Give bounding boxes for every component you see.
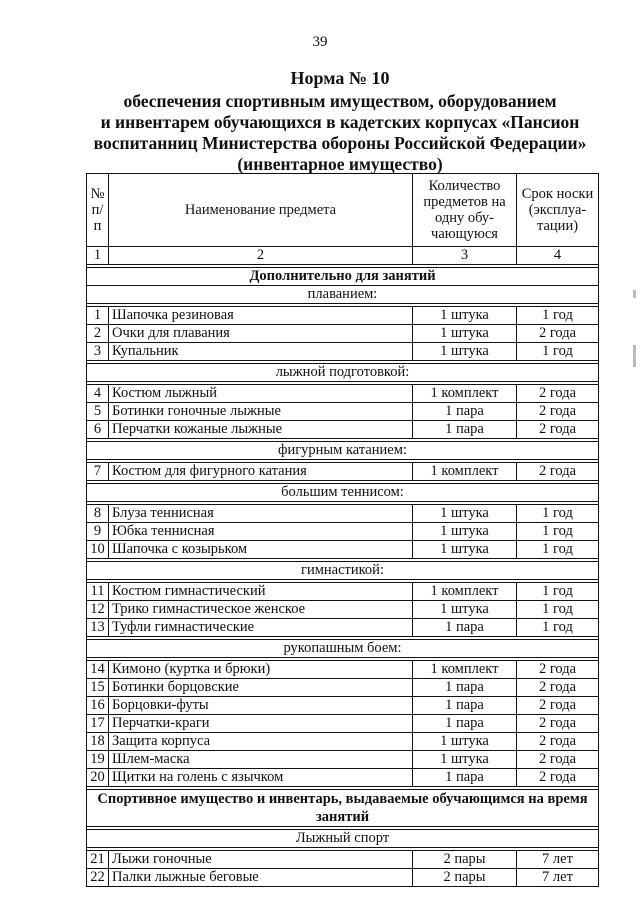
item-name: Перчатки кожаные лыжные [109,421,413,439]
item-quantity: 1 штука [413,733,517,751]
column-numbers-row [87,247,599,265]
item-term: 2 года [517,421,599,439]
table-body [87,247,599,887]
row-number: 14 [87,661,109,679]
header-name: Наименование предмета [109,174,413,247]
table-row [87,505,599,523]
table-row [87,851,599,869]
item-quantity: 1 штука [413,541,517,559]
table-row [87,385,599,403]
row-number: 15 [87,679,109,697]
item-term: 2 года [517,325,599,343]
section-heading [87,268,599,286]
table-row [87,697,599,715]
row-number: 10 [87,541,109,559]
group-heading-cell: плаванием: [87,286,599,304]
item-name: Костюм гимнастический [109,583,413,601]
table-row [87,583,599,601]
row-number: 5 [87,403,109,421]
row-number: 9 [87,523,109,541]
item-quantity: 1 пара [413,679,517,697]
item-term: 1 год [517,583,599,601]
item-quantity: 2 пары [413,851,517,869]
item-quantity: 1 пара [413,619,517,637]
item-term: 7 лет [517,869,599,887]
item-quantity: 2 пары [413,869,517,887]
column-number: 3 [413,247,517,265]
item-name: Щитки на голень с язычком [109,769,413,787]
item-quantity: 1 комплект [413,661,517,679]
row-number: 22 [87,869,109,887]
table-row [87,715,599,733]
column-number: 1 [87,247,109,265]
item-name: Туфли гимнастические [109,619,413,637]
item-term: 1 год [517,601,599,619]
item-name: Блуза теннисная [109,505,413,523]
item-quantity: 1 комплект [413,385,517,403]
item-quantity: 1 комплект [413,583,517,601]
group-heading [87,640,599,658]
item-term: 2 года [517,751,599,769]
row-number: 8 [87,505,109,523]
item-quantity: 1 штука [413,523,517,541]
item-name: Перчатки-краги [109,715,413,733]
row-number: 12 [87,601,109,619]
section-heading [87,790,599,827]
item-name: Защита корпуса [109,733,413,751]
row-number: 11 [87,583,109,601]
table-row [87,541,599,559]
row-number: 13 [87,619,109,637]
item-term: 7 лет [517,851,599,869]
item-name: Кимоно (куртка и брюки) [109,661,413,679]
item-term: 2 года [517,697,599,715]
table-row [87,403,599,421]
table-header-row [87,174,599,247]
item-quantity: 1 пара [413,715,517,733]
item-quantity: 1 пара [413,403,517,421]
group-heading-cell: гимнастикой: [87,562,599,580]
item-quantity: 1 пара [413,697,517,715]
item-term: 2 года [517,385,599,403]
table-row [87,661,599,679]
norm-table [86,173,599,887]
table-row [87,325,599,343]
item-quantity: 1 штука [413,343,517,361]
section-heading-cell: Дополнительно для занятий [87,268,599,286]
row-number: 19 [87,751,109,769]
header-num: № п/п [87,174,109,247]
header-qty: Количество предметов на одну обу-чающуюся [413,174,517,247]
item-name: Палки лыжные беговые [109,869,413,887]
table-row [87,869,599,887]
item-name: Лыжи гоночные [109,851,413,869]
scan-artifact [633,290,636,298]
item-term: 1 год [517,505,599,523]
item-name: Ботинки гоночные лыжные [109,403,413,421]
table-row [87,421,599,439]
row-number: 16 [87,697,109,715]
column-number: 2 [109,247,413,265]
table-row [87,769,599,787]
row-number: 18 [87,733,109,751]
header-term: Срок носки (эксплуа-тации) [517,174,599,247]
item-name: Борцовки-футы [109,697,413,715]
item-name: Ботинки борцовские [109,679,413,697]
table-row [87,733,599,751]
section-heading-cell: Спортивное имущество и инвентарь, выдаваемые обучающимся на время занятий [87,790,599,827]
item-term: 2 года [517,733,599,751]
table-row [87,523,599,541]
row-number: 2 [87,325,109,343]
group-heading [87,442,599,460]
group-heading-cell: лыжной подготовкой: [87,364,599,382]
item-name: Юбка теннисная [109,523,413,541]
group-heading-cell: Лыжный спорт [87,830,599,848]
table-row [87,679,599,697]
item-name: Купальник [109,343,413,361]
group-heading-cell: фигурным катанием: [87,442,599,460]
group-heading [87,484,599,502]
page-number: 39 [312,34,328,50]
table-row [87,343,599,361]
item-name: Шапочка с козырьком [109,541,413,559]
group-heading-cell: рукопашным боем: [87,640,599,658]
title-line: и инвентарем обучающихся в кадетских корпусах «Пансион [100,112,580,132]
item-name: Костюм для фигурного катания [109,463,413,481]
row-number: 21 [87,851,109,869]
item-name: Костюм лыжный [109,385,413,403]
column-number: 4 [517,247,599,265]
group-heading [87,562,599,580]
row-number: 1 [87,307,109,325]
item-term: 2 года [517,679,599,697]
row-number: 3 [87,343,109,361]
item-quantity: 1 пара [413,421,517,439]
item-quantity: 1 комплект [413,463,517,481]
document-title [60,68,620,175]
table-row [87,307,599,325]
item-term: 1 год [517,541,599,559]
item-term: 1 год [517,307,599,325]
row-number: 20 [87,769,109,787]
item-term: 1 год [517,523,599,541]
scan-artifact [633,345,636,367]
item-quantity: 1 пара [413,769,517,787]
table-row [87,619,599,637]
row-number: 4 [87,385,109,403]
title-subtitle: (инвентарное имущество) [237,154,443,174]
row-number: 7 [87,463,109,481]
table-row [87,601,599,619]
item-term: 1 год [517,619,599,637]
table-row [87,463,599,481]
title-line: обеспечения спортивным имуществом, оборудованием [123,91,557,111]
row-number: 17 [87,715,109,733]
item-quantity: 1 штука [413,751,517,769]
group-heading [87,364,599,382]
group-heading [87,286,599,304]
group-heading [87,830,599,848]
item-name: Очки для плавания [109,325,413,343]
item-term: 2 года [517,661,599,679]
item-quantity: 1 штука [413,601,517,619]
item-quantity: 1 штука [413,307,517,325]
item-name: Трико гимнастическое женское [109,601,413,619]
item-quantity: 1 штука [413,505,517,523]
item-term: 2 года [517,769,599,787]
item-term: 1 год [517,343,599,361]
item-name: Шапочка резиновая [109,307,413,325]
group-heading-cell: большим теннисом: [87,484,599,502]
item-name: Шлем-маска [109,751,413,769]
norm-title: Норма № 10 [290,68,390,88]
item-term: 2 года [517,403,599,421]
item-term: 2 года [517,715,599,733]
title-line: воспитанниц Министерства обороны Российской Федерации» [93,133,587,153]
item-quantity: 1 штука [413,325,517,343]
table-row [87,751,599,769]
item-term: 2 года [517,463,599,481]
row-number: 6 [87,421,109,439]
